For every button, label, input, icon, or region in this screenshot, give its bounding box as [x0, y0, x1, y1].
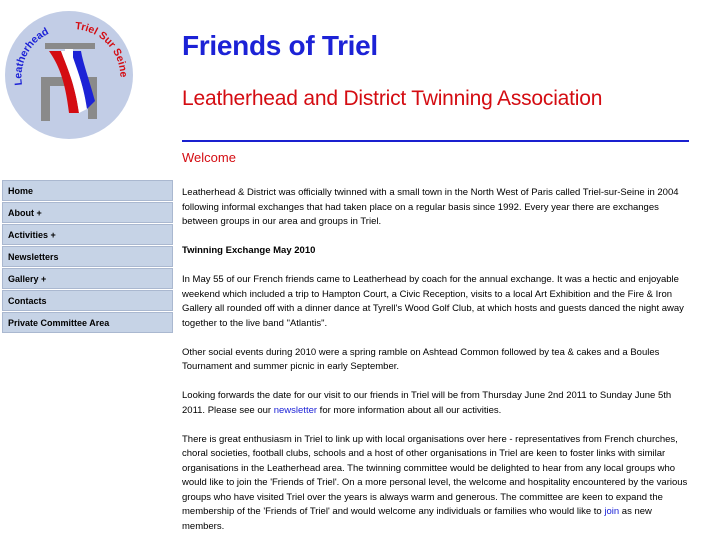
social-events-paragraph: Other social events during 2010 were a spring ramble on Ashtead Common followed by tea & cakes and a Boules Tournament and summer picnic in early September. [182, 346, 660, 372]
article-body [182, 186, 690, 549]
nav-item-gallery[interactable]: Gallery + [2, 268, 173, 289]
enthusiasm-text-start: There is great enthusiasm in Triel to link up with local organisations over here - representatives from French churches, choral societies, football clubs, schools and a host of other organisations in Triel are keen to foster links with similar organisations in the Leatherhead area. The twinning committee would be delighted to hear from any local groups who would like to join the 'Friends of Triel'. On a more personal level, the welcome and hospitality encountered by the various groups who have visited Triel over the years is always warm and generous. The committee are keen to expand the membership of the 'Friends of Triel' and would welcome any individuals or families who would like to [182, 433, 688, 517]
section-title: Welcome [182, 150, 236, 165]
logo-right-text: Triel Sur Seine [74, 20, 130, 78]
exchange-paragraph: In May 55 of our French friends came to Leatherhead by coach for the annual exchange. It was a hectic and enjoyable weekend which included a trip to Hampton Court, a Civic Reception, visits to a local Art Exhibition and the Fire & Iron Gallery all rounded off with a dinner dance at Tyrell's Wood Golf Club, at which hosts and guests danced the night away together to the live band "Atlantis". [182, 274, 684, 329]
newsletter-link[interactable]: newsletter [273, 404, 318, 416]
main-nav [2, 180, 173, 334]
enthusiasm-text-end: as new members. [182, 506, 652, 532]
nav-item-home[interactable]: Home [2, 180, 173, 201]
visit-text-start: Looking forwards the date for our visit to our friends in Triel will be from Thursday June 2nd 2011 to Sunday June 5th 2011. Please see our [182, 390, 672, 416]
nav-item-contacts[interactable]: Contacts [2, 290, 173, 311]
intro-paragraph: Leatherhead & District was officially twinned with a small town in the North West of Paris called Triel-sur-Seine in 2004 following informal exchanges that had taken place on a regular basis since 1992. Every year there are exchanges between groups in our area and groups in Triel. [182, 187, 679, 227]
header-divider [182, 140, 689, 142]
visit-text-end: for more information about all our activities. [317, 404, 502, 416]
exchange-heading: Twinning Exchange May 2010 [182, 245, 316, 256]
site-title: Friends of Triel [182, 30, 378, 61]
enthusiasm-paragraph [182, 433, 690, 535]
sidebar [0, 0, 175, 545]
nav-item-newsletters[interactable]: Newsletters [2, 246, 173, 267]
site-subtitle: Leatherhead and District Twinning Association [182, 87, 603, 110]
twinning-logo[interactable] [3, 9, 136, 142]
visit-paragraph [182, 389, 690, 418]
logo-left-text: Leatherhead [12, 25, 51, 87]
nav-item-activities[interactable]: Activities + [2, 224, 173, 245]
nav-item-about[interactable]: About + [2, 202, 173, 223]
nav-item-private-committee-area[interactable]: Private Committee Area [2, 312, 173, 333]
join-link[interactable]: join [604, 506, 620, 517]
